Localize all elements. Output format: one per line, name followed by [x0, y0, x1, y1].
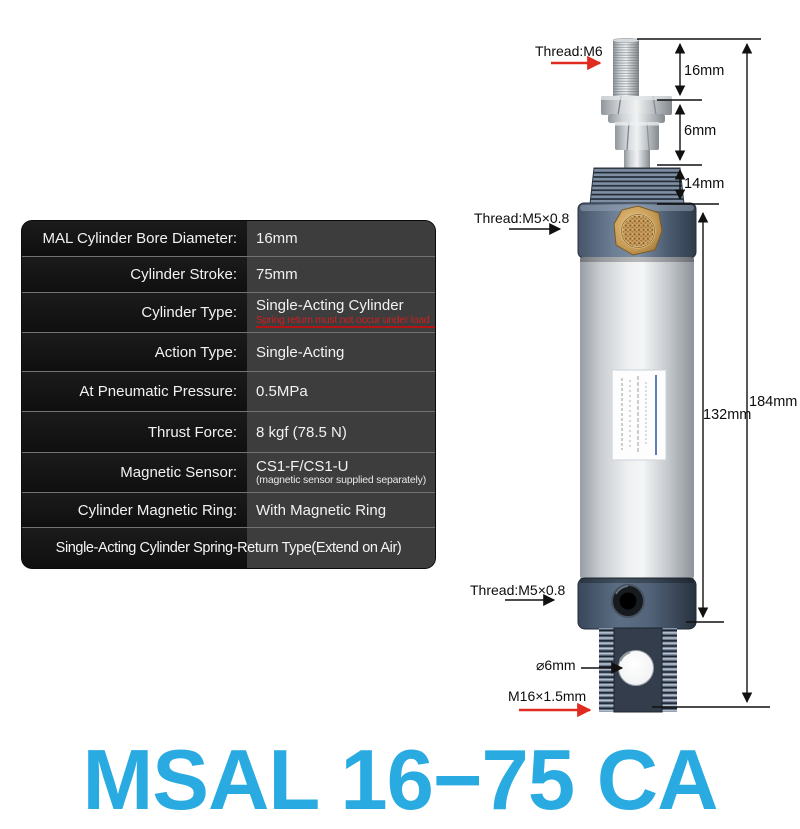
- body-label-sticker: [612, 370, 666, 460]
- rod-hex-nut: [601, 96, 672, 115]
- spec-label: Cylinder Stroke:: [22, 257, 247, 292]
- thread-m6-label: Thread:M6: [535, 43, 603, 59]
- rod-end-hex: [615, 122, 659, 150]
- spec-label: Cylinder Type:: [22, 293, 247, 332]
- thread-m16-label: M16×1.5mm: [508, 688, 587, 704]
- spec-value-text: 16mm: [256, 230, 298, 247]
- dim-14mm: 14mm: [684, 176, 725, 192]
- table-footer-row: [22, 528, 435, 568]
- dim-16mm: 16mm: [684, 63, 725, 79]
- table-row: [22, 293, 435, 333]
- thread-m5-bottom-label: Thread:M5×0.8: [470, 582, 566, 598]
- spec-value: [247, 372, 435, 411]
- spec-value: [247, 333, 435, 371]
- spec-value: [247, 493, 435, 527]
- dimension-lines: [637, 39, 770, 707]
- table-row: [22, 453, 435, 493]
- rod-collar: [608, 114, 665, 123]
- table-row: [22, 333, 435, 372]
- dim-184mm: 184mm: [749, 394, 798, 410]
- cylinder-body: [580, 257, 694, 579]
- table-row: [22, 412, 435, 453]
- label-arrows-red: [519, 63, 600, 710]
- piston-rod: [624, 150, 650, 172]
- spec-label: Cylinder Magnetic Ring:: [22, 493, 247, 527]
- spec-value: [247, 412, 435, 452]
- dim-132mm: 132mm: [703, 407, 752, 423]
- spec-value-text: 0.5MPa: [256, 383, 308, 400]
- spec-label: MAL Cylinder Bore Diameter:: [22, 221, 247, 256]
- hole-diameter-label: ⌀6mm: [536, 657, 576, 673]
- product-title: MSAL 16−75 CA: [82, 732, 718, 828]
- piston-rod-thread-m6: [613, 38, 639, 98]
- bottom-end-cap: [578, 578, 696, 629]
- spec-value-text: CS1-F/CS1-U: [256, 458, 349, 475]
- spec-value-text: With Magnetic Ring: [256, 501, 387, 519]
- table-row: [22, 493, 435, 528]
- spec-value-warning-note: Spring return must not occur under load: [256, 314, 435, 328]
- spec-value: [247, 221, 435, 256]
- spec-value-text: Single-Acting Cylinder: [256, 297, 404, 314]
- breather-vent-brass: [614, 206, 662, 255]
- table-row: [22, 372, 435, 412]
- spec-label: Magnetic Sensor:: [22, 453, 247, 492]
- table-row: [22, 257, 435, 293]
- dim-6mm: 6mm: [684, 123, 717, 139]
- spec-value: [247, 257, 435, 292]
- spec-value-text: 75mm: [256, 266, 298, 283]
- thread-m5-top-label: Thread:M5×0.8: [474, 210, 570, 226]
- spec-value: [247, 293, 435, 332]
- spec-label: Thrust Force:: [22, 412, 247, 452]
- top-thread-collar: [590, 168, 684, 204]
- spec-label: At Pneumatic Pressure:: [22, 372, 247, 411]
- top-end-cap: [578, 203, 696, 258]
- spec-label: Action Type:: [22, 333, 247, 371]
- table-footer-text: Single-Acting Cylinder Spring-Return Type(Extend on Air): [55, 540, 402, 556]
- spec-value: [247, 453, 435, 492]
- label-arrows-black: [505, 229, 622, 668]
- spec-value-text: Single-Acting: [256, 343, 345, 361]
- spec-table: [22, 221, 435, 568]
- spec-value-text: 8 kgf (78.5 N): [256, 423, 347, 441]
- bottom-thread-stud: [599, 628, 677, 712]
- table-row: [22, 221, 435, 257]
- spec-value-note: (magnetic sensor supplied separately): [256, 474, 427, 486]
